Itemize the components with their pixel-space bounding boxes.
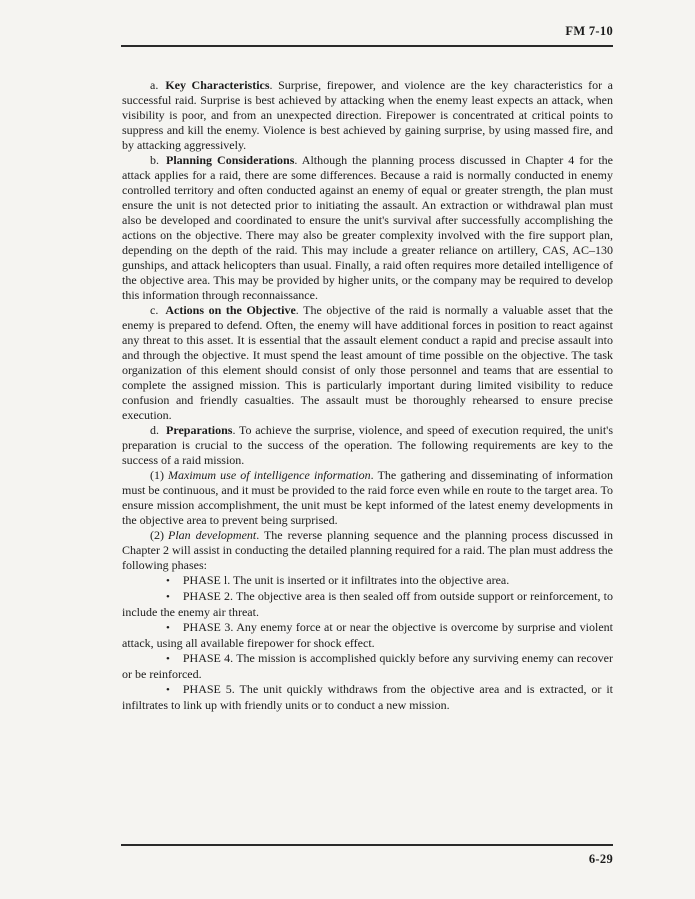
paragraph-b-title: Planning Considerations — [166, 153, 295, 167]
paragraph-a — [122, 78, 613, 153]
page-number: 6-29 — [588, 852, 613, 866]
phase-item-3 — [122, 620, 613, 651]
phase-item-1 — [122, 573, 613, 589]
bullet-icon: • — [166, 591, 170, 603]
paragraph-c — [122, 303, 613, 423]
phase-item-2 — [122, 589, 613, 620]
paragraph-c-title: Actions on the Objective — [165, 303, 296, 317]
paragraph-c-body: . The objective of the raid is normally a valuable asset that the enemy is prepared to defend. Often, the enemy will have additional forces in position to react against any threat to this asset. It is essential that the assault element conduct a rapid and precise assault into and through the objective. It must spend the least amount of time possible on the objective. The task organization of this element should consist of only those personnel and teams that are essential to complete the assigned mission. This is particularly important during limited visibility to reduce confusion and friendly casualties. The assault must be thoroughly rehearsed to ensure precise execution. — [122, 303, 613, 422]
subparagraph-2-body: . The reverse planning sequence and the planning process discussed in Chapter 2 will assist in conducting the detailed planning required for a raid. The plan must address the following phases: — [122, 528, 613, 572]
page-content — [122, 78, 613, 713]
bullet-icon: • — [166, 653, 170, 665]
paragraph-b-label: b. — [150, 153, 159, 167]
paragraph-a-body: . Surprise, firepower, and violence are the key characteristics for a successful raid. Surprise is best achieved by attacking when the enemy least expects an attack, when visibility is poor, and from an unexpected direction. Firepower is concentrated at critical points to suppress and kill the enemy. Violence is best achieved by gaining surprise, by using massed fire, and by attacking aggressively. — [122, 78, 613, 152]
subparagraph-1-label: (1) — [150, 468, 164, 482]
header-rule — [121, 45, 613, 47]
phase-item-4 — [122, 651, 613, 682]
paragraph-d-label: d. — [150, 423, 159, 437]
paragraph-d — [122, 423, 613, 468]
paragraph-c-label: c. — [150, 303, 159, 317]
page-footer — [121, 844, 613, 867]
subparagraph-1-title: Maximum use of intelligence information — [168, 468, 371, 482]
paragraph-d-body: . To achieve the surprise, violence, and speed of execution required, the unit's preparation is crucial to the success of the operation. The following requirements are key to the success of a raid mission. — [122, 423, 613, 467]
phase-5-text: PHASE 5. The unit quickly withdraws from the objective area and is extracted, or it infiltrates to link up with friendly units or to conduct a new mission. — [122, 682, 613, 712]
bullet-icon: • — [166, 622, 170, 634]
footer-rule — [121, 844, 613, 846]
page-header — [121, 24, 613, 47]
bullet-icon: • — [166, 575, 170, 587]
paragraph-a-label: a. — [150, 78, 159, 92]
phase-1-text: PHASE l. The unit is inserted or it infiltrates into the objective area. — [182, 573, 510, 587]
paragraph-d-title: Preparations — [166, 423, 233, 437]
subparagraph-1-body: . The gathering and disseminating of information must be continuous, and it must be provided to the raid force even while en route to the target area. To ensure mission accomplishment, the unit must be kept informed of the latest enemy developments in the objective area to prevent being surprised. — [122, 468, 613, 527]
subparagraph-2 — [122, 528, 613, 573]
document-id: FM 7-10 — [565, 24, 613, 38]
subparagraph-2-title: Plan development — [168, 528, 257, 542]
subparagraph-1 — [122, 468, 613, 528]
subparagraph-2-label: (2) — [150, 528, 164, 542]
phase-3-text: PHASE 3. Any enemy force at or near the objective is overcome by surprise and violent attack, using all available firepower for shock effect. — [122, 620, 613, 650]
phase-list — [122, 573, 613, 713]
paragraph-b — [122, 153, 613, 303]
paragraph-a-title: Key Characteristics — [165, 78, 270, 92]
bullet-icon: • — [166, 684, 170, 696]
paragraph-b-body: . Although the planning process discussed in Chapter 4 for the attack applies for a raid, there are some differences. Because a raid is normally conducted in enemy controlled territory and often conducted against an enemy of equal or greater strength, the plan must ensure the unit is not detected prior to initiating the assault. An extraction or withdrawal plan must also be developed and coordinated to ensure the unit's survival after successfully accomplishing the actions on the objective. There may also be greater complexity involved with the fire support plan, depending on the depth of the raid. This may include a greater reliance on artillery, CAS, AC–130 gunships, and attack helicopters than usual. Finally, a raid often requires more detailed intelligence of the objective area. This may be provided by higher units, or the company may be required to develop this information through reconnaissance. — [122, 153, 613, 302]
phase-2-text: PHASE 2. The objective area is then sealed off from outside support or reinforcement, to include the enemy air threat. — [122, 589, 613, 619]
phase-item-5 — [122, 682, 613, 713]
phase-4-text: PHASE 4. The mission is accomplished quickly before any surviving enemy can recover or be reinforced. — [122, 651, 613, 681]
